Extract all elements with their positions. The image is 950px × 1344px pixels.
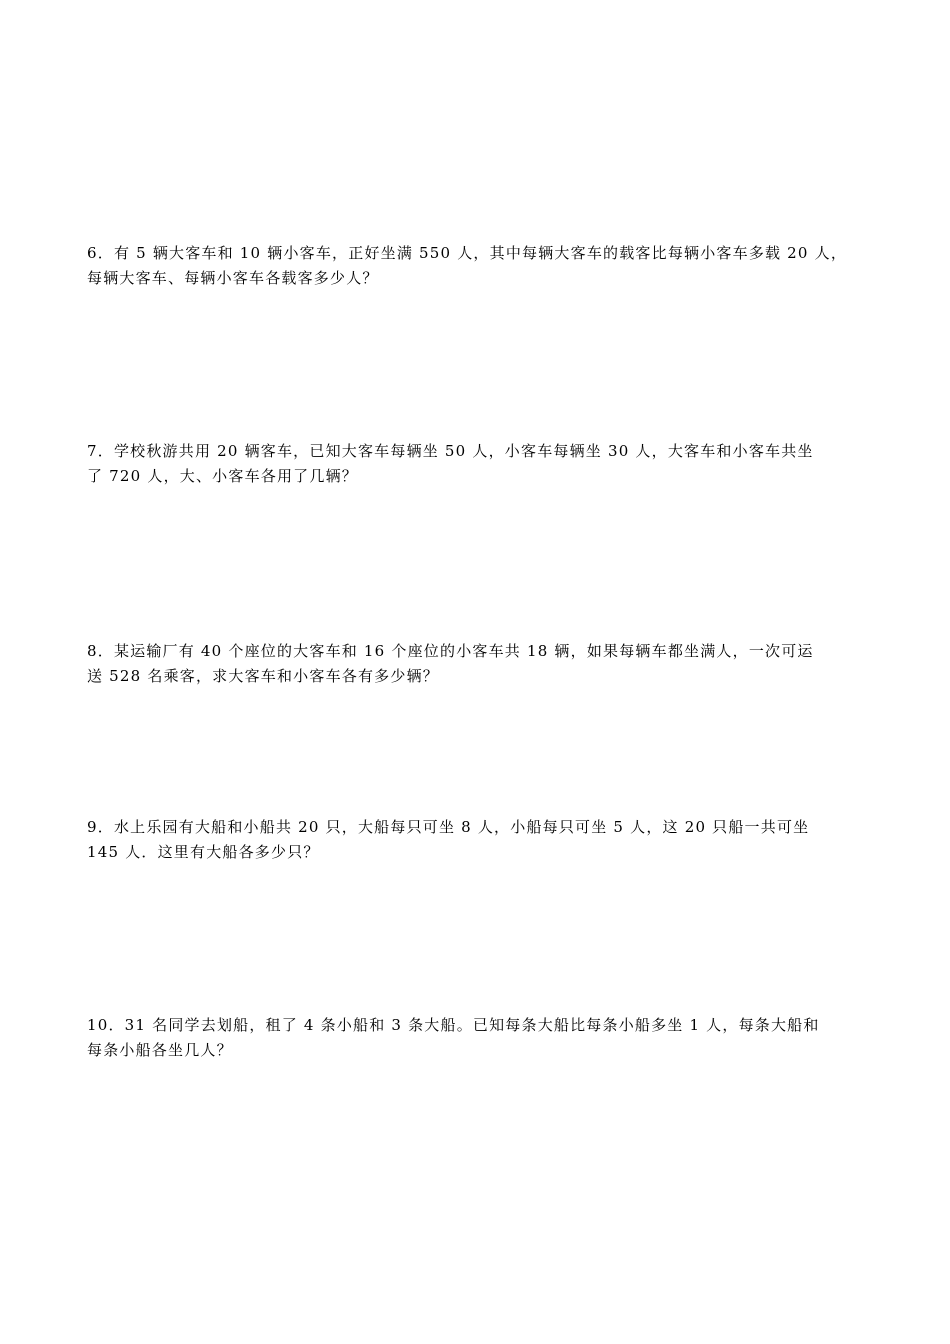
problem-6-line-2: 每辆大客车、每辆小客车各载客多少人？	[87, 269, 379, 287]
problem-7-line-1: 7．学校秋游共用 20 辆客车，已知大客车每辆坐 50 人，小客车每辆坐 30 人，大客车和小客车共坐	[87, 442, 814, 460]
problem-9-line-1: 9．水上乐园有大船和小船共 20 只，大船每只可坐 8 人，小船每只可坐 5 人，这 20 只船一共可坐	[87, 818, 810, 836]
problem-10-line-2: 每条小船各坐几人？	[87, 1041, 233, 1059]
problem-10-line-1: 10．31 名同学去划船，租了 4 条小船和 3 条大船。已知每条大船比每条小船多坐 1 人，每条大船和	[87, 1016, 820, 1034]
problem-9	[87, 815, 877, 865]
problem-10	[87, 1013, 877, 1063]
problem-8-line-2: 送 528 名乘客，求大客车和小客车各有多少辆？	[87, 667, 439, 685]
problem-6-line-1: 6．有 5 辆大客车和 10 辆小客车，正好坐满 550 人，其中每辆大客车的载客比每辆小客车多载 20 人，	[87, 244, 848, 262]
problem-7-line-2: 了 720 人，大、小客车各用了几辆？	[87, 467, 358, 485]
problem-8	[87, 639, 877, 689]
problem-9-line-2: 145 人．这里有大船各多少只？	[87, 843, 320, 861]
problem-6	[87, 241, 877, 291]
problem-7	[87, 439, 877, 489]
problem-8-line-1: 8．某运输厂有 40 个座位的大客车和 16 个座位的小客车共 18 辆，如果每辆车都坐满人，一次可运	[87, 642, 814, 660]
